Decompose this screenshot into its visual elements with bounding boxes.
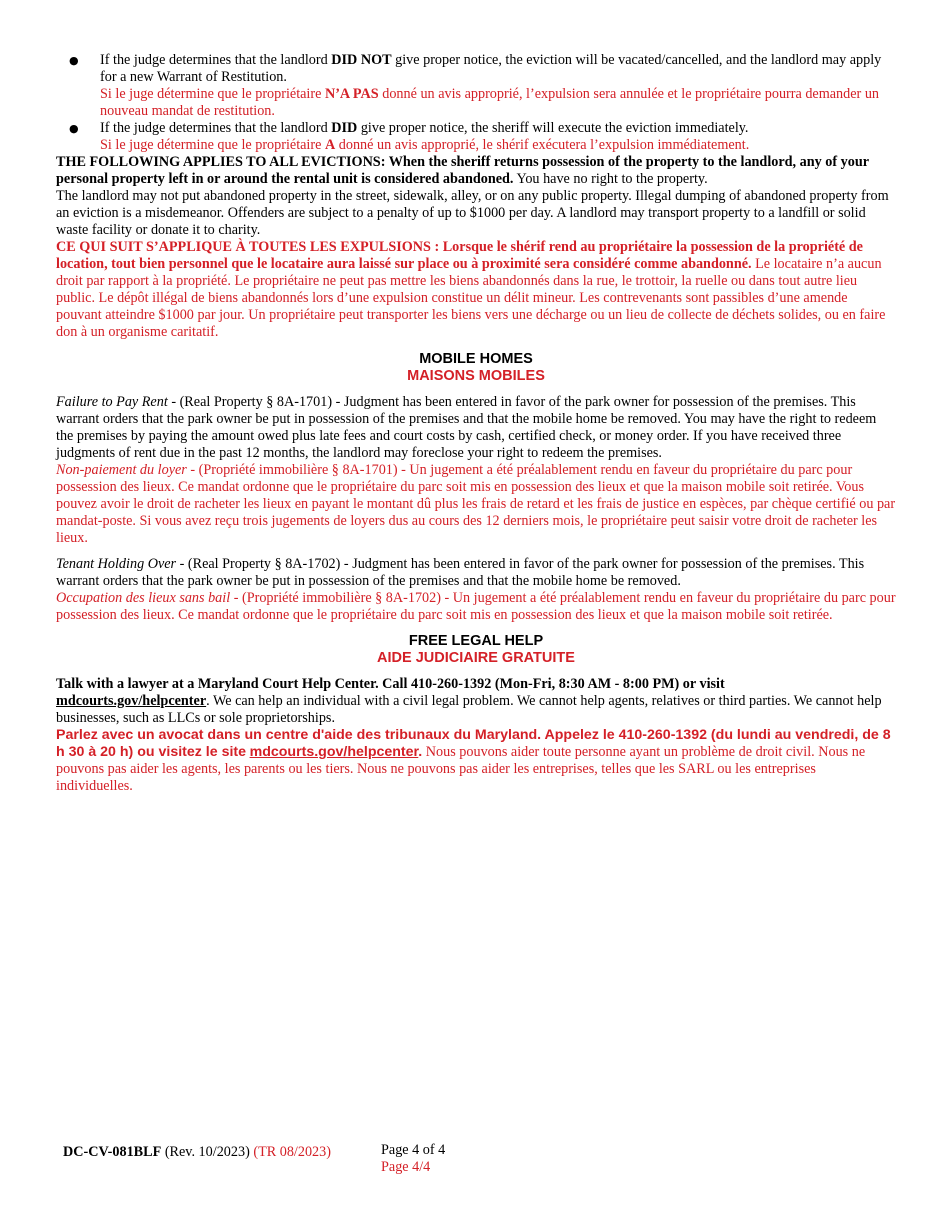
page-number: [381, 1142, 445, 1176]
paragraph-text: - (Real Property § 8A-1702) - Judgment has been entered in favor of the park owner for possession of the premises. This warrant orders that the park owner be put in possession of the premises and that the mobile home be removed.: [56, 556, 865, 589]
bullet-text: donné un avis approprié, le shérif exécutera l’expulsion immédiatement.: [335, 137, 750, 153]
paragraph-text: . We can help an individual with a civil legal problem. We cannot help agents, relatives or third parties. We cannot help businesses, such as LLCs or sole proprietorships.: [56, 693, 882, 726]
bullet-text: If the judge determines that the landlord: [100, 120, 332, 136]
bullet-emphasis: DID: [331, 120, 358, 136]
section-heading-mobile-homes-french: MAISONS MOBILES: [407, 368, 545, 384]
bullet-emphasis: A: [324, 137, 336, 153]
helpcenter-link-french[interactable]: mdcourts.gov/helpcenter: [249, 744, 419, 760]
bullet-icon: ●: [69, 54, 79, 67]
punctuation: .: [418, 744, 423, 760]
legal-help-lead: Talk with a lawyer at a Maryland Court Help Center. Call 410-260-1392 (Mon-Fri, 8:30 AM - 8:00 PM) or visit: [56, 676, 725, 692]
tenant-holding-over-french: [56, 590, 896, 624]
subsection-title: Non-paiement du loyer: [56, 462, 187, 478]
failure-to-pay-english: [56, 394, 896, 462]
page-number-english: Page 4 of 4: [381, 1142, 446, 1158]
bullet-icon: ●: [69, 122, 79, 135]
bullet-french: [100, 137, 896, 154]
list-item: [56, 52, 896, 120]
bullet-french: [100, 86, 896, 120]
paragraph-text: You have no right to the property.: [513, 171, 708, 187]
paragraph-text: - (Propriété immobilière § 8A-1702) - Un jugement a été préalablement rendu en faveur du propriétaire du parc pour possession des lieux. Ce mandat ordonne que le propriétaire du parc soit mis en possession des lieux et que la maison mobile soit retirée.: [56, 590, 896, 623]
bullet-text: donné un avis approprié, l’expulsion sera annulée et le propriétaire pourra demander un nouveau mandat de restitution.: [100, 86, 880, 119]
failure-to-pay-french: [56, 462, 896, 547]
section-heading-legal-help-french: AIDE JUDICIAIRE GRATUITE: [377, 650, 575, 666]
subsection-title: Tenant Holding Over: [56, 556, 177, 572]
paragraph-text: - (Real Property § 8A-1701) - Judgment has been entered in favor of the park owner for possession of the premises. This warrant orders that the park owner be put in possession of the premises and that the mobile home be removed. You may have the right to redeem the premises by paying the amount owed plus late fees and court costs by cash, certified check, or money order. If you have received three judgments of rent due in the past 12 months, the landlord may foreclose your right to redeem the premises.: [56, 394, 877, 461]
tenant-holding-over-english: [56, 556, 896, 590]
paragraph-text: Nous pouvons aider toute personne ayant un problème de droit civil. Nous ne pouvons pas aider les agents, les parents ou les tiers. Nous ne pouvons pas aider les entreprises, telles que les SARL ou les entreprises individuelles.: [56, 744, 866, 794]
form-id: DC-CV-081BLF: [63, 1144, 162, 1160]
form-revision: (Rev. 10/2023): [161, 1144, 254, 1160]
bullet-text: If the judge determines that the landlord: [100, 52, 332, 68]
bullet-text: give proper notice, the sheriff will execute the eviction immediately.: [357, 120, 749, 136]
bullet-emphasis: N’A PAS: [324, 86, 379, 102]
all-evictions-english: [56, 154, 896, 188]
bullet-english: [100, 52, 896, 86]
all-evictions-heading-french: CE QUI SUIT S’APPLIQUE À TOUTES LES EXPULSIONS : Lorsque le shérif rend au propriétaire la possession de la propriété de location, tout bien personnel que le locataire aura laissé sur place ou à proximité sera considéré comme abandonné.: [56, 239, 863, 272]
page-number-french: Page 4/4: [381, 1159, 431, 1175]
bullet-text: Si le juge détermine que le propriétaire: [100, 86, 325, 102]
bullet-text: Si le juge détermine que le propriétaire: [100, 137, 325, 153]
form-translation-date: (TR 08/2023): [253, 1144, 331, 1160]
form-number: [63, 1144, 331, 1161]
subsection-title: Failure to Pay Rent: [56, 394, 168, 410]
abandoned-property-paragraph: The landlord may not put abandoned property in the street, sidewalk, alley, or on any public property. Illegal dumping of abandoned property from an eviction is a misdemeanor. Offenders are subject to a penalty of up to $1000 per day. A landlord may transport property to a landfill or solid waste facility or donate it to charity.: [56, 188, 889, 238]
bullet-text: give proper notice, the eviction will be vacated/cancelled, and the landlord may apply for a new Warrant of Restitution.: [100, 52, 882, 85]
all-evictions-french: [56, 239, 896, 341]
paragraph-text: Le locataire n’a aucun droit par rapport à la propriété. Le propriétaire ne peut pas mettre les biens abandonnés dans la rue, le trottoir, la ruelle ou dans tout autre lieu public. Le dépôt illégal de biens abandonnés lors d’une expulsion constitue un délit mineur. Les contrevenants sont passibles d’une amende pouvant atteindre $1000 par jour. Un propriétaire peut transporter les biens vers une décharge ou un lieu de collecte de déchets solides, ou en faire don à un organisme caritatif.: [56, 256, 886, 340]
list-item: [56, 120, 896, 154]
section-heading-mobile-homes: MOBILE HOMES: [419, 351, 533, 367]
document-page: [56, 52, 896, 795]
legal-help-lead-french: Parlez avec un avocat dans un centre d'aide des tribunaux du Maryland. Appelez le 410-260-1392 (du lundi au vendredi, de 8 h 30 à 20 h) ou visitez le site: [56, 727, 891, 760]
notice-outcome-list: [56, 52, 896, 154]
legal-help-french: [56, 727, 896, 795]
legal-help-english: [56, 676, 896, 727]
helpcenter-link[interactable]: mdcourts.gov/helpcenter: [56, 693, 207, 709]
section-heading-legal-help: FREE LEGAL HELP: [408, 633, 544, 649]
paragraph-text: - (Propriété immobilière § 8A-1701) - Un jugement a été préalablement rendu en faveur du propriétaire du parc pour possession des lieux. Ce mandat ordonne que le propriétaire du parc soit mis en possession des lieux et que la maison mobile soit retirée. Vous pouvez avoir le droit de racheter les lieux en payant le montant dû plus les frais de retard et les frais de justice en espèces, par chèque certifié ou par mandat-poste. Si vous avez reçu trois jugements de loyers dus au cours des 12 derniers mois, le propriétaire peut saisir votre droit de racheter les lieux.: [56, 462, 896, 546]
subsection-title: Occupation des lieux sans bail: [56, 590, 231, 606]
bullet-emphasis: DID NOT: [331, 52, 392, 68]
bullet-english: [100, 120, 896, 137]
all-evictions-heading: THE FOLLOWING APPLIES TO ALL EVICTIONS: When the sheriff returns possession of the property to the landlord, any of your personal property left in or around the rental unit is considered abandoned.: [56, 154, 869, 187]
